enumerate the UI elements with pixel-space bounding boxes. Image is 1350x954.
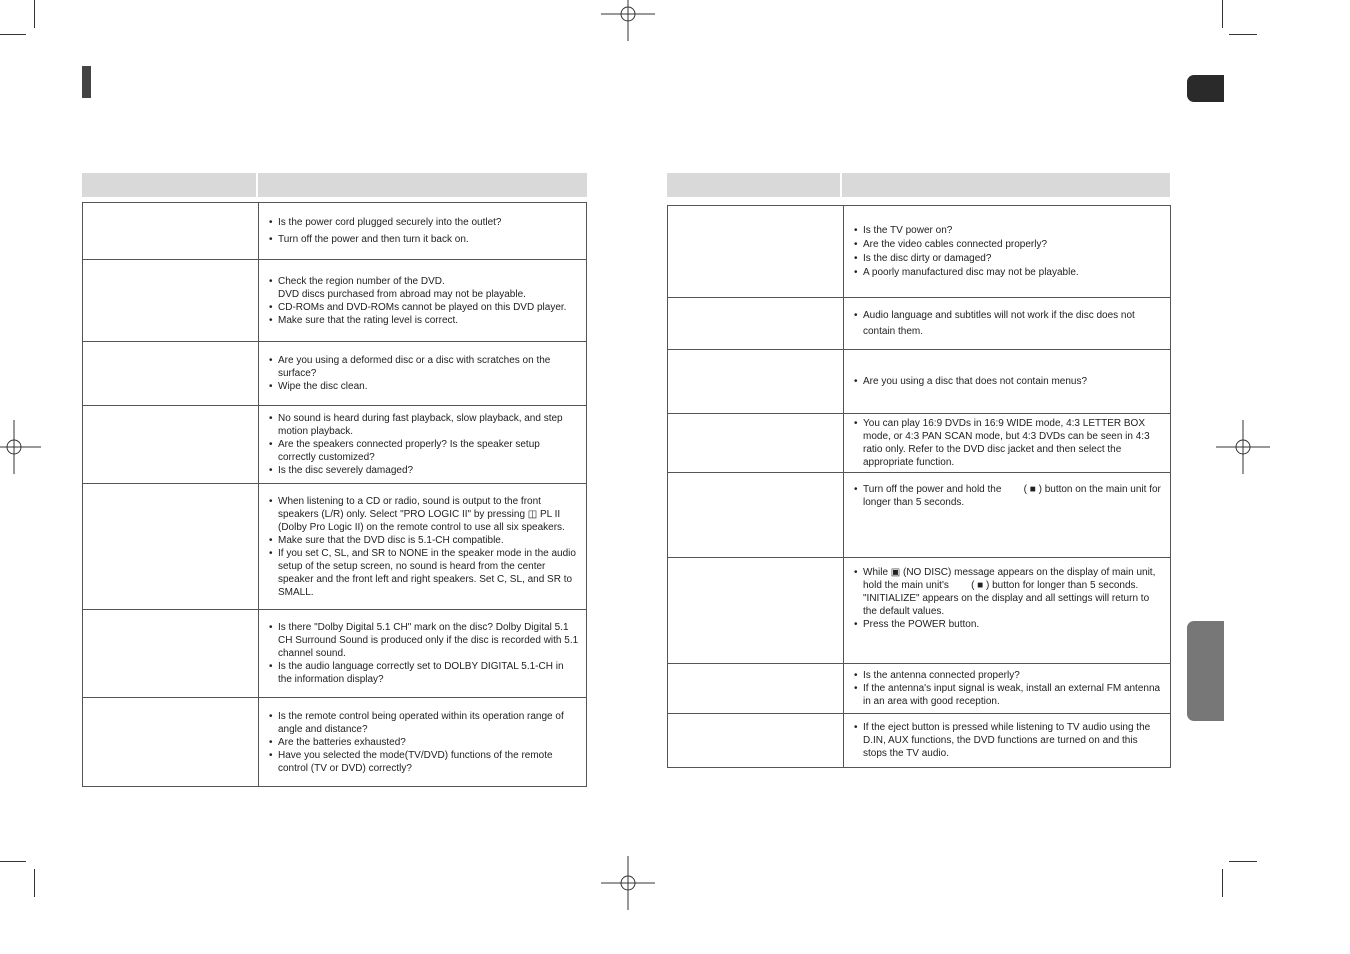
table-row bbox=[668, 298, 1171, 350]
table-row bbox=[83, 342, 587, 406]
remedy-cell bbox=[844, 298, 1171, 350]
remedy-item: • Turn off the power and then turn it back on. bbox=[269, 233, 580, 246]
remedy-item: • Is the audio language correctly set to DOLBY DIGITAL 5.1-CH in the information display? bbox=[269, 660, 580, 686]
remedy-cell bbox=[259, 260, 587, 342]
symptom-cell bbox=[83, 406, 259, 484]
crop-mark bbox=[1222, 0, 1223, 28]
left-header-symptom-cell bbox=[82, 173, 258, 197]
remedy-cell bbox=[844, 558, 1171, 664]
remedy-item: • Is the disc severely damaged? bbox=[269, 464, 580, 477]
remedy-cell bbox=[844, 714, 1171, 768]
remedy-item: • Have you selected the mode(TV/DVD) functions of the remote control (TV or DVD) correctly? bbox=[269, 749, 580, 775]
right-header-symptom-cell bbox=[667, 173, 842, 197]
remedy-item: • When listening to a CD or radio, sound is output to the front speakers (L/R) only. Select "PRO LOGIC II" by pressing ◫ PL II (Dolby Pro Logic II) on the remote control to use all six speakers. bbox=[269, 495, 580, 534]
crop-mark bbox=[0, 34, 26, 35]
table-row bbox=[668, 206, 1171, 298]
remedy-item: • While ▣ (NO DISC) message appears on the display of main unit, hold the main unit's ( ■ ) button for longer than 5 seconds. "INITIALIZE" appears on the display and all settings will return to the default values. bbox=[854, 566, 1164, 618]
right-table-header bbox=[667, 173, 1170, 197]
page-title-bar bbox=[82, 66, 91, 98]
crop-mark bbox=[0, 861, 26, 862]
table-row bbox=[83, 203, 587, 260]
remedy-item: • If the eject button is pressed while listening to TV audio using the D.IN, AUX functions, the DVD functions are turned on and this stops the TV audio. bbox=[854, 721, 1164, 760]
page-number-tab bbox=[1187, 75, 1224, 102]
table-row bbox=[83, 484, 587, 610]
table-row bbox=[83, 698, 587, 787]
remedy-item: • Is the power cord plugged securely into the outlet? bbox=[269, 216, 580, 229]
remedy-cell bbox=[259, 203, 587, 260]
symptom-cell bbox=[668, 664, 844, 714]
remedy-item: • Are you using a disc that does not contain menus? bbox=[854, 375, 1164, 388]
registration-mark-icon bbox=[1216, 420, 1270, 474]
remedy-item: • Make sure that the DVD disc is 5.1-CH compatible. bbox=[269, 534, 580, 547]
table-row bbox=[668, 473, 1171, 558]
remedy-item: • You can play 16:9 DVDs in 16:9 WIDE mode, 4:3 LETTER BOX mode, or 4:3 PAN SCAN mode, but 4:3 DVDs can be seen in 4:3 ratio only. Refer to the DVD disc jacket and then select the appropriate function. bbox=[854, 417, 1164, 469]
remedy-item: • Are the video cables connected properly? bbox=[854, 238, 1164, 251]
symptom-cell bbox=[668, 414, 844, 473]
remedy-item: • A poorly manufactured disc may not be playable. bbox=[854, 266, 1164, 279]
symptom-cell bbox=[83, 610, 259, 698]
crop-mark bbox=[1229, 34, 1257, 35]
table-row bbox=[668, 664, 1171, 714]
crop-mark bbox=[1229, 861, 1257, 862]
remedy-item: • Is the disc dirty or damaged? bbox=[854, 252, 1164, 265]
remedy-item: • If you set C, SL, and SR to NONE in the speaker mode in the audio setup of the setup screen, no sound is heard from the center speaker and the front left and right speakers. Set C, SL, and SR to SMALL. bbox=[269, 547, 580, 599]
remedy-item: • Press the POWER button. bbox=[854, 618, 1164, 631]
remedy-item: • Are the batteries exhausted? bbox=[269, 736, 580, 749]
left-troubleshooting-table bbox=[82, 202, 587, 787]
remedy-cell bbox=[844, 664, 1171, 714]
remedy-item: • Is the TV power on? bbox=[854, 224, 1164, 237]
remedy-cell bbox=[259, 406, 587, 484]
symptom-cell bbox=[83, 260, 259, 342]
remedy-item: • Is there "Dolby Digital 5.1 CH" mark on the disc? Dolby Digital 5.1 CH Surround Sound is produced only if the disc is recorded with 5.1 channel sound. bbox=[269, 621, 580, 660]
table-row bbox=[668, 714, 1171, 768]
remedy-item: • Is the remote control being operated within its operation range of angle and distance? bbox=[269, 710, 580, 736]
remedy-item: • Is the antenna connected properly? bbox=[854, 669, 1164, 682]
left-table-header bbox=[82, 173, 587, 197]
remedy-item: • CD-ROMs and DVD-ROMs cannot be played on this DVD player. bbox=[269, 301, 580, 314]
table-row bbox=[668, 558, 1171, 664]
remedy-item: • Are the speakers connected properly? Is the speaker setup correctly customized? bbox=[269, 438, 580, 464]
symptom-cell bbox=[83, 342, 259, 406]
symptom-cell bbox=[668, 714, 844, 768]
remedy-item: • Make sure that the rating level is correct. bbox=[269, 314, 580, 327]
table-row bbox=[83, 610, 587, 698]
remedy-item: • No sound is heard during fast playback, slow playback, and step motion playback. bbox=[269, 412, 580, 438]
crop-mark bbox=[1222, 869, 1223, 897]
table-row bbox=[668, 350, 1171, 414]
symptom-cell bbox=[668, 558, 844, 664]
registration-mark-icon bbox=[0, 420, 41, 474]
registration-mark-icon bbox=[601, 0, 655, 41]
remedy-cell bbox=[259, 342, 587, 406]
symptom-cell bbox=[668, 350, 844, 414]
table-row bbox=[668, 414, 1171, 473]
crop-mark bbox=[34, 0, 35, 28]
table-row bbox=[83, 406, 587, 484]
remedy-item: • Are you using a deformed disc or a disc with scratches on the surface? bbox=[269, 354, 580, 380]
symptom-cell bbox=[668, 473, 844, 558]
remedy-item: • Check the region number of the DVD. DVD discs purchased from abroad may not be playable. bbox=[269, 275, 580, 301]
remedy-item: • Turn off the power and hold the ( ■ ) button on the main unit for longer than 5 seconds. bbox=[854, 483, 1164, 509]
remedy-cell bbox=[259, 610, 587, 698]
symptom-cell bbox=[83, 203, 259, 260]
right-troubleshooting-table bbox=[667, 205, 1171, 768]
remedy-item: • If the antenna's input signal is weak, install an external FM antenna in an area with good reception. bbox=[854, 682, 1164, 708]
crop-mark bbox=[34, 869, 35, 897]
section-tab bbox=[1187, 621, 1224, 721]
symptom-cell bbox=[83, 484, 259, 610]
symptom-cell bbox=[668, 298, 844, 350]
remedy-cell bbox=[844, 206, 1171, 298]
symptom-cell bbox=[668, 206, 844, 298]
symptom-cell bbox=[83, 698, 259, 787]
remedy-cell bbox=[844, 350, 1171, 414]
remedy-cell bbox=[259, 698, 587, 787]
registration-mark-icon bbox=[601, 856, 655, 910]
table-row bbox=[83, 260, 587, 342]
remedy-cell bbox=[844, 473, 1171, 558]
remedy-item: • Audio language and subtitles will not work if the disc does not contain them. bbox=[854, 308, 1164, 340]
remedy-item: • Wipe the disc clean. bbox=[269, 380, 580, 393]
remedy-cell bbox=[259, 484, 587, 610]
remedy-cell bbox=[844, 414, 1171, 473]
